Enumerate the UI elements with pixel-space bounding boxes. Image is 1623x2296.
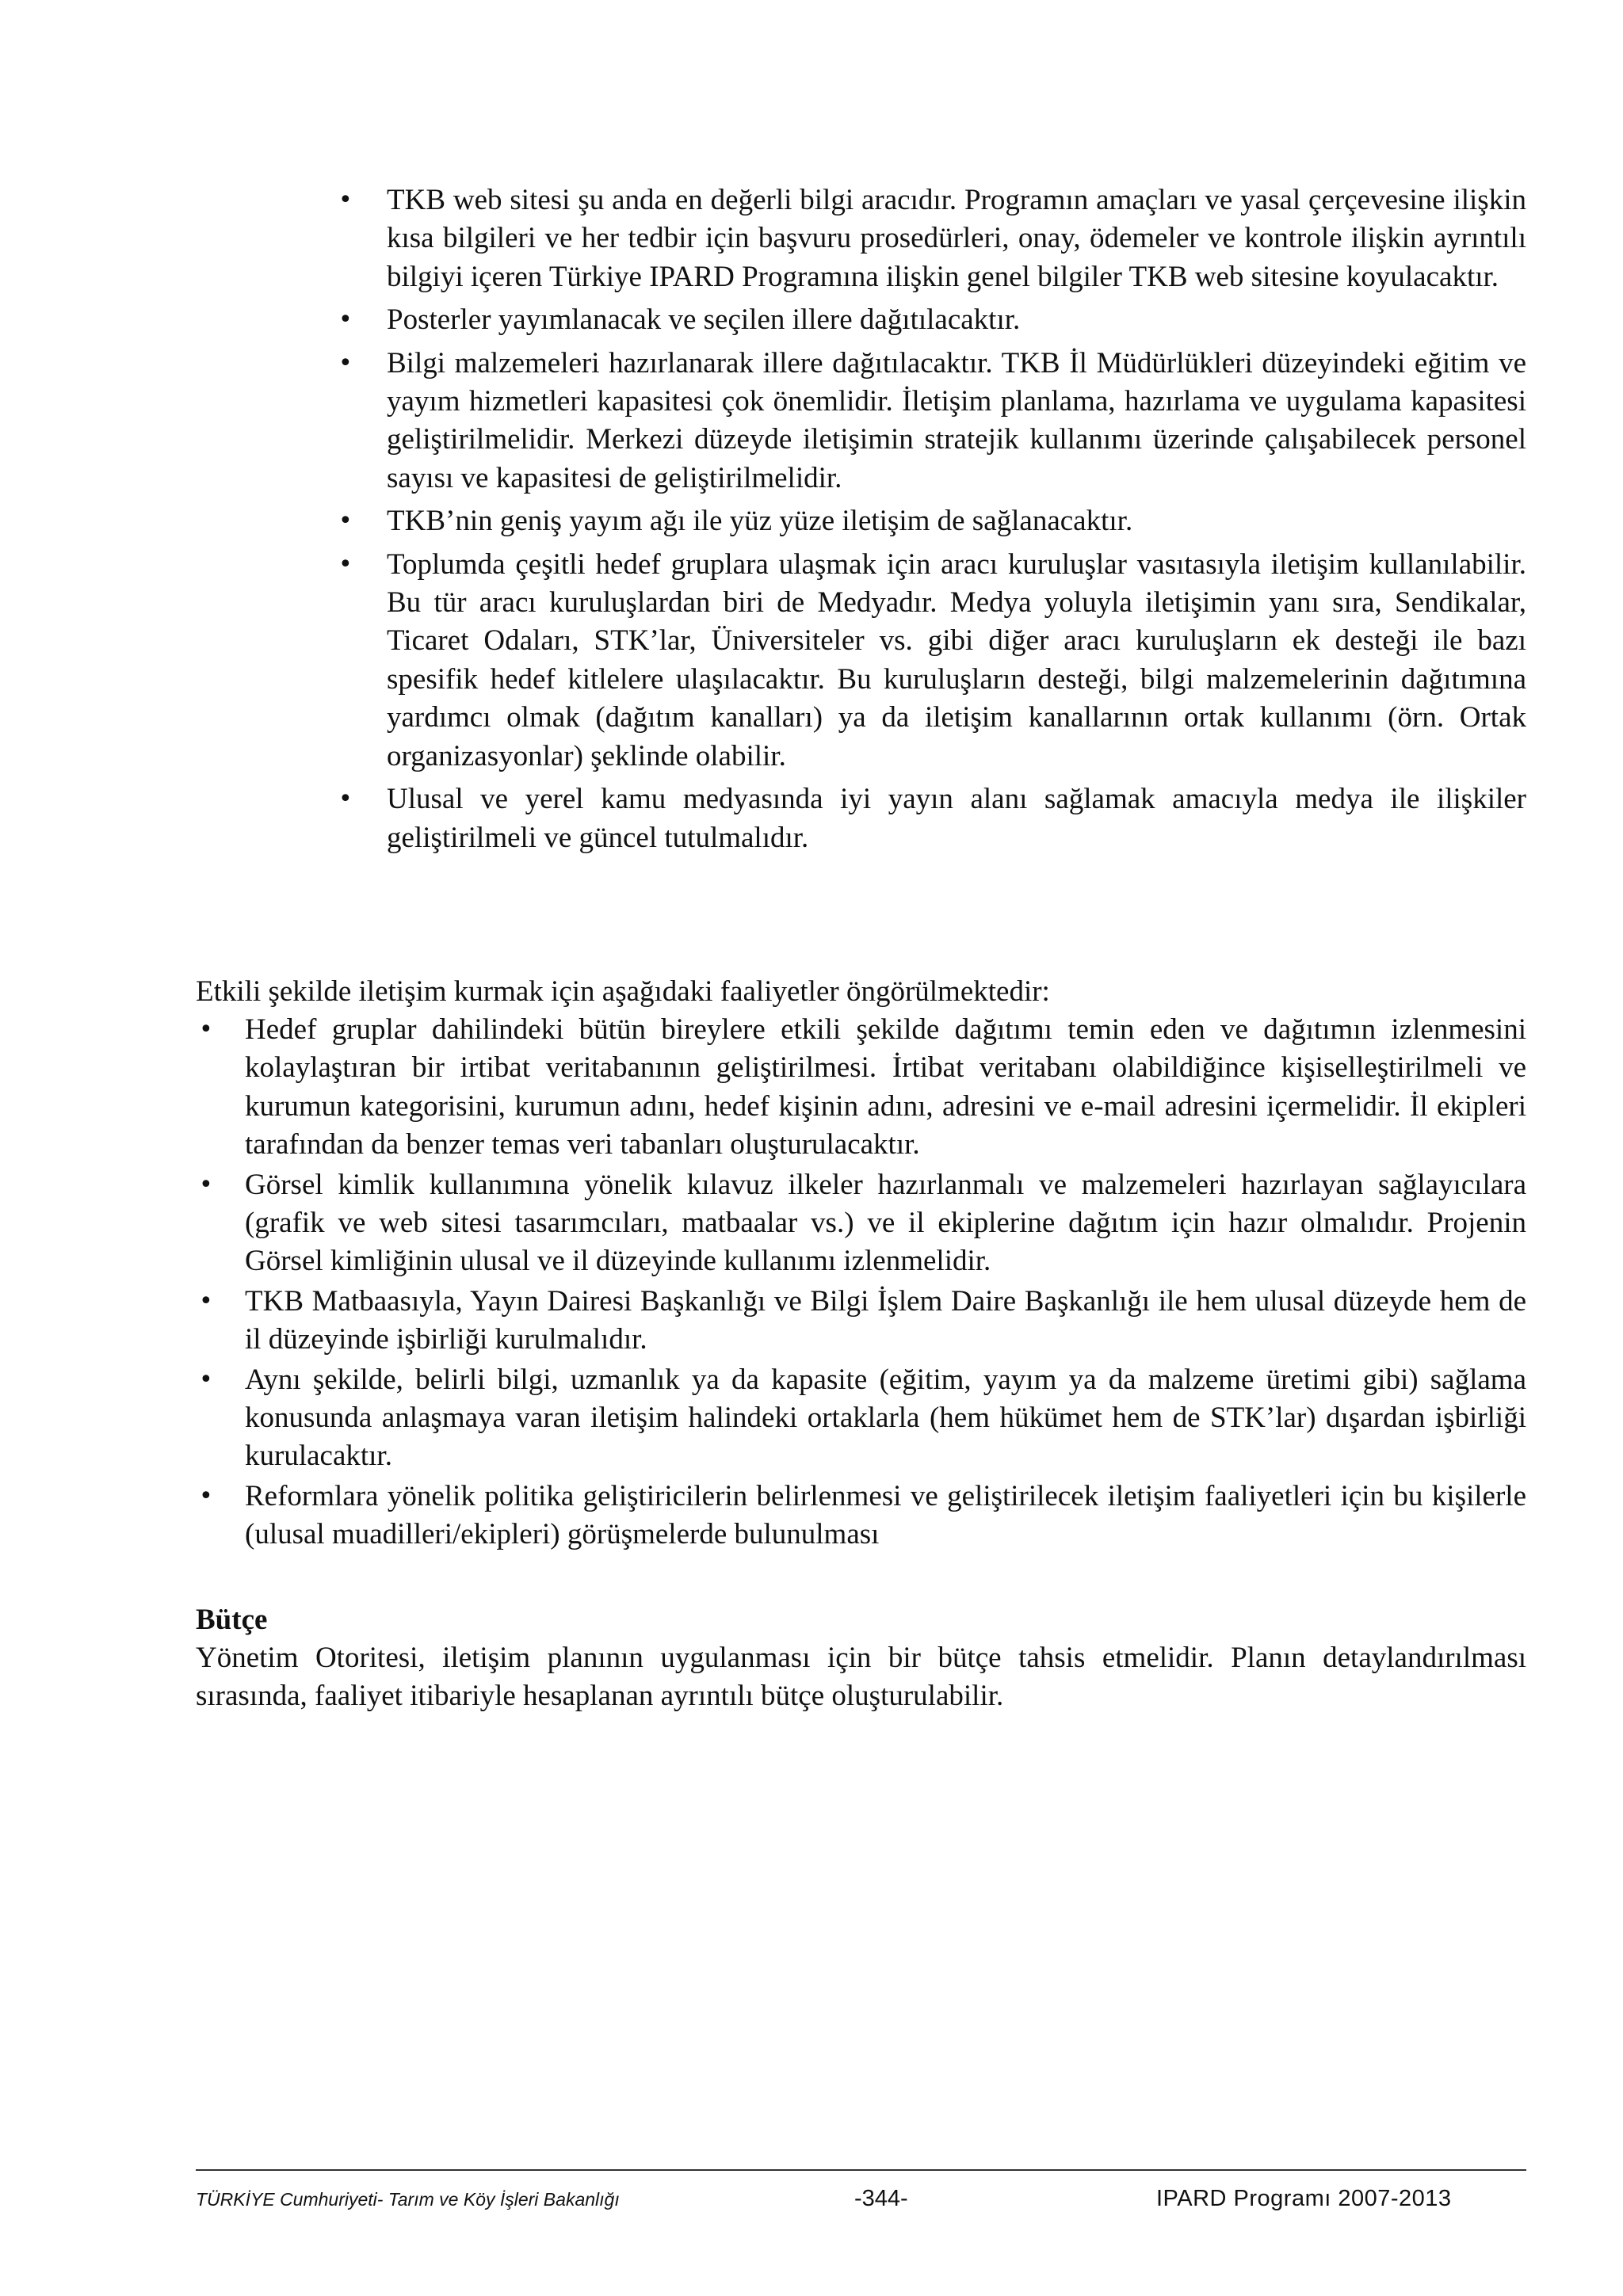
list-item <box>199 1478 1526 1554</box>
bullet-icon: • <box>199 1170 213 1199</box>
activities-intro: Etkili şekilde iletişim kurmak için aşağıdaki faaliyetler öngörülmektedir: <box>196 975 1050 1008</box>
list-item <box>338 502 1526 540</box>
list-item <box>338 780 1526 857</box>
bullet-icon: • <box>338 186 353 214</box>
budget-heading: Bütçe <box>196 1604 268 1636</box>
list-item-text: Bilgi malzemeleri hazırlanarak illere dağıtılacaktır. TKB İl Müdürlükleri düzeyindeki eğitim ve yayım hizmetleri kapasitesi çok önemlidir. İletişim planlama, hazırlama ve uygulama kapasitesi geliştirilmelidir. Merkezi düzeyde iletişimin stratejik kullanımı üzerinde çalışabilecek personel sayısı ve kapasitesi de geliştirilmelidir. <box>387 346 1526 494</box>
list-item <box>338 181 1526 296</box>
bullet-icon: • <box>338 550 353 578</box>
list-item-text: Hedef gruplar dahilindeki bütün bireylere etkili şekilde dağıtımı temin eden ve dağıtımın izlenmesini kolaylaştıran bir irtibat veritabanının geliştirilmesi. İrtibat veritabanı olabildiğince kişiselleştirilmeli ve kurumun kategorisini, kurumun adını, hedef kişinin adını, adresini ve e-mail adresini içermelidir. İl ekipleri tarafından da benzer temas veri tabanları oluşturulacaktır. <box>245 1013 1526 1161</box>
list-item <box>199 1166 1526 1281</box>
list-item <box>338 301 1526 339</box>
bullet-icon: • <box>338 349 353 377</box>
bullet-icon: • <box>199 1016 213 1043</box>
list-item-text: TKB Matbaasıyla, Yayın Dairesi Başkanlığı ve Bilgi İşlem Daire Başkanlığı ile hem ulusal düzeyde hem de il düzeyinde işbirliği kurulmalıdır. <box>245 1284 1526 1356</box>
bullet-icon: • <box>199 1287 213 1315</box>
outer-bullet-list <box>199 1011 1526 1556</box>
list-item-text: Ulusal ve yerel kamu medyasında iyi yayın alanı sağlamak amacıyla medya ile ilişkiler geliştirilmeli ve güncel tutulmalıdır. <box>387 783 1526 854</box>
bullet-icon: • <box>338 785 353 814</box>
budget-paragraph: Yönetim Otoritesi, iletişim planının uygulanması için bir bütçe tahsis etmelidir. Planın detaylandırılması sırasında, faaliyet itibariyle hesaplanan ayrıntılı bütçe oluşturulabilir. <box>196 1642 1526 1713</box>
bullet-icon: • <box>199 1482 213 1510</box>
list-item <box>338 345 1526 498</box>
list-item-text: Toplumda çeşitli hedef gruplara ulaşmak için aracı kuruluşlar vasıtasıyla iletişim kullanılabilir. Bu tür aracı kuruluşlardan biri de Medyadır. Medya yoluyla iletişimin yanı sıra, Sendikalar, Ticaret Odaları, STK’lar, Üniversiteler vs. gibi diğer aracı kuruluşların ek desteği ile bazı spesifik hedef kitlelere ulaşılacaktır. Bu kuruluşların desteği, bilgi malzemelerinin dağıtımına yardımcı olmak (dağıtım kanalları) ya da iletişim kanallarının ortak kullanımı (örn. Ortak organizasyonlar) şeklinde olabilir. <box>387 547 1526 772</box>
inner-bullet-list <box>338 181 1526 862</box>
list-item <box>338 546 1526 776</box>
page-number: -344- <box>854 2186 908 2211</box>
list-item-text: TKB web sitesi şu anda en değerli bilgi aracıdır. Programın amaçları ve yasal çerçevesine ilişkin kısa bilgileri ve her tedbir için başvuru prosedürleri, onay, ödemeler ve kontrole ilişkin ayrıntılı bilgiyi içeren Türkiye IPARD Programına ilişkin genel bilgiler TKB web sitesine koyulacaktır. <box>387 184 1526 293</box>
bullet-icon: • <box>338 507 353 536</box>
list-item-text: Reformlara yönelik politika geliştiricilerin belirlenmesi ve geliştirilecek iletişim faaliyetleri için bu kişilerle (ulusal muadilleri/ekipleri) görüşmelerde bulunulması <box>245 1479 1526 1551</box>
list-item <box>199 1361 1526 1476</box>
footer-ministry: TÜRKİYE Cumhuriyeti- Tarım ve Köy İşleri Bakanlığı <box>196 2189 620 2210</box>
list-item <box>199 1283 1526 1360</box>
list-item-text: TKB’nin geniş yayım ağı ile yüz yüze iletişim de sağlanacaktır. <box>387 505 1133 538</box>
list-item <box>199 1011 1526 1165</box>
list-item-text: Posterler yayımlanacak ve seçilen illere dağıtılacaktır. <box>387 303 1021 337</box>
footer-program-title: IPARD Programı 2007-2013 <box>1156 2186 1452 2211</box>
list-item-text: Aynı şekilde, belirli bilgi, uzmanlık ya da kapasite (eğitim, yayım ya da malzeme üretimi gibi) sağlama konusunda anlaşmaya varan iletişim halindeki ortaklarla (hem hükümet hem de STK’lar) dışardan işbirliği kurulacaktır. <box>245 1363 1526 1473</box>
bullet-icon: • <box>199 1365 213 1394</box>
footer-divider <box>196 2169 1526 2171</box>
list-item-text: Görsel kimlik kullanımına yönelik kılavuz ilkeler hazırlanmalı ve malzemeleri hazırlayan sağlayıcılara (grafik ve web sitesi tasarımcıları, matbaalar vs.) ve il ekiplerine dağıtım için hazır olmalıdır. Projenin Görsel kimliğinin ulusal ve il düzeyinde kullanımı izlenmelidir. <box>245 1168 1526 1278</box>
bullet-icon: • <box>338 306 353 334</box>
